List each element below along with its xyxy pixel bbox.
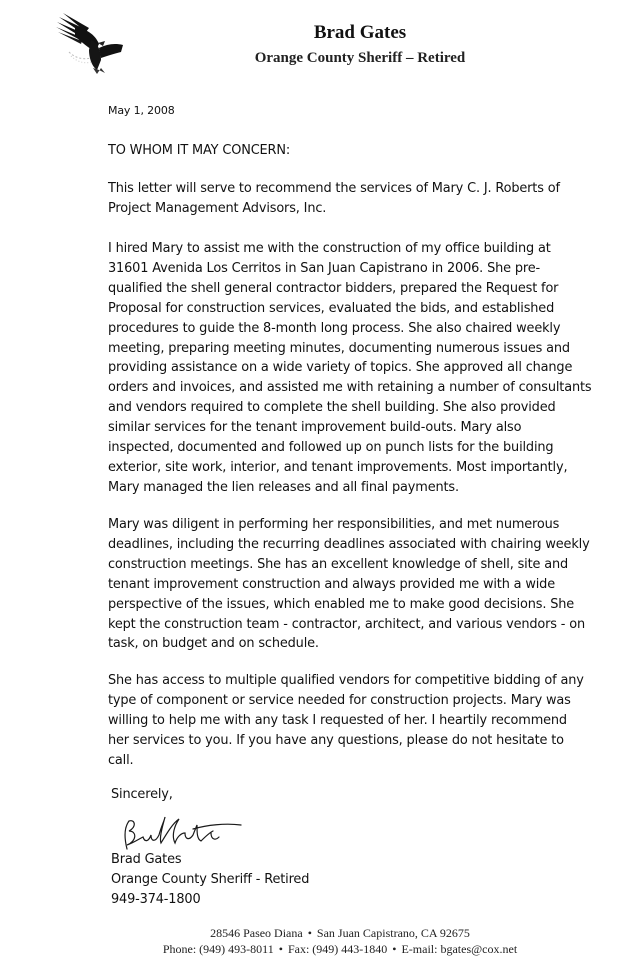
text-line: orders and invoices, and assisted me with retaining a number of consultants bbox=[108, 380, 592, 396]
text-line: I hired Mary to assist me with the construction of my office building at bbox=[108, 241, 551, 256]
letter-date: May 1, 2008 bbox=[108, 104, 175, 117]
text-line: tenant improvement construction and always provided me with a wide bbox=[108, 576, 555, 592]
text-line: similar services for the tenant improvement build-outs. Mary also bbox=[108, 420, 522, 436]
text-line: call. bbox=[108, 752, 134, 768]
footer-contact-line bbox=[100, 941, 580, 957]
text-line: procedures to guide the 8-month long process. She also chaired weekly bbox=[108, 320, 561, 336]
text-line: kept the construction team - contractor, architect, and various vendors - on bbox=[108, 616, 586, 632]
signer-name: Brad Gates bbox=[111, 852, 182, 867]
letterhead-title: Orange County Sheriff – Retired bbox=[254, 50, 466, 66]
text-line: inspected, documented and followed up on punch lists for the building bbox=[108, 440, 554, 456]
text-line: deadlines, including the recurring deadlines associated with chairing weekly bbox=[108, 536, 590, 552]
paragraph-services bbox=[108, 239, 628, 498]
bullet-separator: • bbox=[392, 942, 397, 956]
text-line: type of component or service needed for construction projects. Mary was bbox=[108, 692, 571, 708]
text-line: her services to you. If you have any questions, please do not hesitate to bbox=[108, 732, 564, 748]
signature-block bbox=[111, 850, 309, 910]
closing: Sincerely, bbox=[111, 787, 173, 802]
text-line: Proposal for construction services, evaluated the bids, and established bbox=[108, 300, 555, 316]
footer-street: 28546 Paseo Diana bbox=[210, 926, 303, 940]
letterhead-name: Brad Gates bbox=[313, 22, 407, 43]
signer-phone: 949-374-1800 bbox=[111, 892, 201, 907]
text-line: Project Management Advisors, Inc. bbox=[108, 200, 327, 216]
text-line: Mary managed the lien releases and all final payments. bbox=[108, 479, 459, 495]
footer-fax: Fax: (949) 443-1840 bbox=[287, 942, 388, 956]
paragraph-recommendation bbox=[108, 671, 628, 771]
salutation: TO WHOM IT MAY CONCERN: bbox=[108, 143, 291, 158]
bullet-separator: • bbox=[307, 926, 312, 940]
letterhead-footer bbox=[100, 925, 580, 957]
text-line: 31601 Avenida Los Cerritos in San Juan Capistrano in 2006. She pre- bbox=[108, 260, 541, 276]
text-line: exterior, site work, interior, and tenant improvements. Most importantly, bbox=[108, 459, 568, 475]
text-line: perspective of the issues, which enabled me to make good decisions. She bbox=[108, 596, 575, 612]
text-line: meeting, preparing meeting minutes, documenting numerous issues and bbox=[108, 340, 570, 356]
text-line: She has access to multiple qualified vendors for competitive bidding of any bbox=[108, 673, 584, 688]
text-line: task, on budget and on schedule. bbox=[108, 636, 319, 652]
signer-title: Orange County Sheriff - Retired bbox=[111, 872, 310, 887]
text-line: providing assistance on a wide variety of topics. She approved all change bbox=[108, 360, 573, 376]
text-line: qualified the shell general contractor bidders, prepared the Request for bbox=[108, 280, 559, 296]
bullet-separator: • bbox=[278, 942, 283, 956]
text-line: Mary was diligent in performing her responsibilities, and met numerous bbox=[108, 517, 560, 532]
eagle-icon bbox=[55, 10, 125, 80]
text-line: construction meetings. She has an excellent knowledge of shell, site and bbox=[108, 556, 569, 572]
footer-city: San Juan Capistrano, CA 92675 bbox=[316, 926, 470, 940]
text-line: This letter will serve to recommend the services of Mary C. J. Roberts of bbox=[108, 181, 560, 196]
text-line: and vendors required to complete the shell building. She also provided bbox=[108, 400, 556, 416]
paragraph-diligence bbox=[108, 515, 628, 654]
footer-email[interactable]: E-mail: bgates@cox.net bbox=[401, 942, 518, 956]
paragraph-intro bbox=[108, 179, 628, 219]
footer-address-line bbox=[100, 925, 580, 941]
footer-phone: Phone: (949) 493-8011 bbox=[162, 942, 274, 956]
signature-icon bbox=[115, 815, 245, 853]
text-line: willing to help me with any task I requested of her. I heartily recommend bbox=[108, 712, 567, 728]
